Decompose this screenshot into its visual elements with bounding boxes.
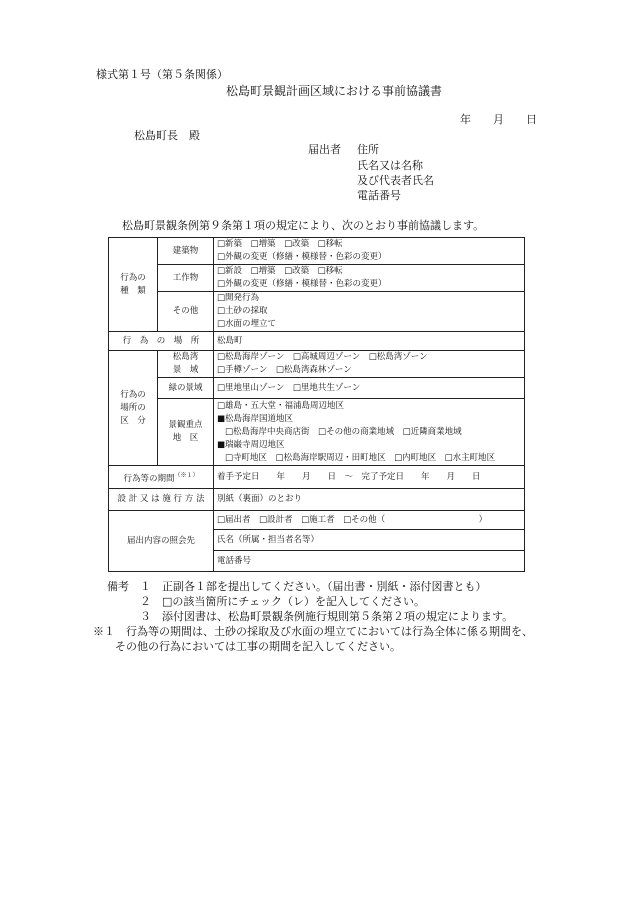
bay-options[interactable]: □松島海岸ゾーン □高城周辺ゾーン □松島湾ゾーン □手樽ゾーン □松島湾森林ゾーン bbox=[214, 351, 525, 378]
address-label: 住所 bbox=[357, 143, 379, 156]
structure-label: 工作物 bbox=[158, 265, 214, 292]
building-options[interactable]: □新築 □増築 □改築 □移転 □外観の変更（修繕・模様替・色彩の変更） bbox=[214, 238, 525, 265]
form-title: 松島町景観計画区域における事前協議書 bbox=[226, 84, 443, 98]
place-label: 行 為 の 場 所 bbox=[109, 332, 214, 351]
other-label: その他 bbox=[158, 292, 214, 332]
kind-label: 行為の 種 類 bbox=[109, 238, 158, 332]
bay-label: 松島湾 景 域 bbox=[158, 351, 214, 378]
addressee: 松島町長 殿 bbox=[134, 129, 200, 142]
contact-role-options[interactable]: □届出者 □設計者 □施工者 □その他（ ） bbox=[214, 511, 525, 530]
intro-text: 松島町景観条例第９条第１項の規定により、次のとおり事前協議します。 bbox=[122, 219, 485, 232]
notes-section bbox=[93, 579, 533, 654]
representative-label: 及び代表者氏名 bbox=[357, 174, 434, 187]
period-value[interactable]: 着手予定日 年 月 日 ～ 完了予定日 年 月 日 bbox=[214, 466, 525, 489]
contact-label: 届出内容の照会先 bbox=[109, 511, 214, 572]
place-value[interactable]: 松島町 bbox=[214, 332, 525, 351]
notifier-label: 届出者 bbox=[308, 143, 341, 156]
period-label: 行為等の期間$^{(※1)}$ bbox=[109, 466, 214, 489]
focus-options[interactable]: □雄島・五大堂・福浦島周辺地区 ■松島海岸国道地区 □松島海岸中央商店街 □その他の商業地域 □近隣商業地域 ■瑞巌寺周辺地区 □寺町地区 □松島海岸駅周辺・田町地区 □内町地区 □水主町地区 bbox=[214, 399, 525, 466]
note-2: ２ □の該当箇所にチェック（レ）を記入してください。 bbox=[107, 595, 426, 608]
area-label: 行為の 場所の 区 分 bbox=[109, 351, 158, 466]
building-label: 建築物 bbox=[158, 238, 214, 265]
note-3: ３ 添付図書は、松島町景観条例施行規則第５条第２項の規定によります。 bbox=[107, 610, 514, 623]
phone-label: 電話番号 bbox=[357, 189, 401, 202]
consultation-form-table bbox=[108, 237, 525, 572]
date-line: 年 月 日 bbox=[460, 113, 537, 126]
note-5: その他の行為においては工事の期間を記入してください。 bbox=[93, 640, 401, 653]
structure-options[interactable]: □新設 □増築 □改築 □移転 □外観の変更（修繕・模様替・色彩の変更） bbox=[214, 265, 525, 292]
name-label: 氏名又は名称 bbox=[357, 159, 423, 172]
green-options[interactable]: □里地里山ゾーン □里地共生ゾーン bbox=[214, 378, 525, 399]
other-options[interactable]: □開発行為 □土砂の採取 □水面の埋立て bbox=[214, 292, 525, 332]
method-value[interactable]: 別紙（裏面）のとおり bbox=[214, 489, 525, 511]
method-label: 設 計 又 は 施 行 方 法 bbox=[109, 489, 214, 511]
focus-label: 景観重点 地 区 bbox=[158, 399, 214, 466]
contact-phone-field[interactable]: 電話番号 bbox=[214, 551, 525, 572]
green-label: 緑の景域 bbox=[158, 378, 214, 399]
contact-name-field[interactable]: 氏名（所属・担当者名等） bbox=[214, 530, 525, 551]
note-4: ※１ 行為等の期間は、土砂の採取及び水面の埋立てにおいては行為全体に係る期間を、 bbox=[93, 625, 533, 638]
note-1: 備考 １ 正副各１部を提出してください。（届出書・別紙・添付図書とも） bbox=[107, 580, 487, 593]
form-number: 様式第１号（第５条関係） bbox=[96, 68, 228, 81]
